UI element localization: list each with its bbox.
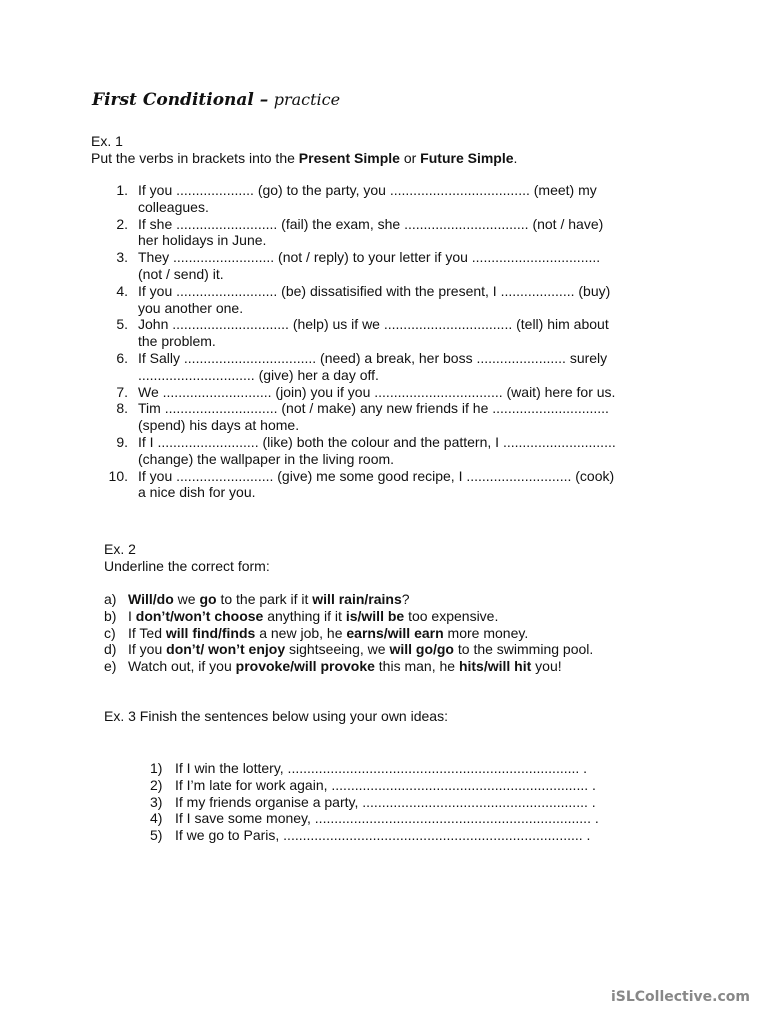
item-number: 6.: [116, 349, 128, 366]
sentence-fragment: anything if it: [263, 607, 346, 624]
item-number: 1.: [116, 182, 128, 198]
item-line: If you ......................... (give) me some good recipe, I ........................... (cook): [138, 467, 615, 484]
item-line: John .............................. (help) us if we ................................. (tell) him about: [138, 316, 609, 333]
sentence-fragment: a new job, he: [255, 624, 347, 641]
item-number: 5.: [116, 316, 128, 333]
sentence-prompt: If we go to Paris, ............................................................................. .: [175, 827, 591, 844]
ex1-item: [88, 434, 688, 468]
item-line: We ............................ (join) you if you ................................. (wait) here for us.: [138, 383, 616, 400]
footer-watermark: iSLCollective.com: [610, 989, 750, 1005]
ex3-item: [150, 810, 599, 827]
item-letter: c): [104, 624, 116, 641]
item-line: If you .................... (go) to the party, you .................................... (meet) my: [138, 182, 597, 198]
item-number: 4): [150, 810, 163, 827]
ex2-instruction: Underline the correct form:: [104, 558, 270, 574]
item-line: If Sally .................................. (need) a break, her boss ....................... surely: [138, 349, 608, 366]
ex3-heading: Ex. 3 Finish the sentences below using your own ideas:: [104, 708, 448, 724]
title-main: First Conditional –: [92, 90, 269, 110]
sentence-prompt: If my friends organise a party, .......................................................... .: [175, 793, 596, 810]
ex1-item: [88, 400, 688, 434]
sentence-fragment: will rain/rains: [312, 591, 402, 607]
sentence-fragment: I: [128, 607, 136, 624]
item-line: If she .......................... (fail) the exam, she ................................ (not / have): [138, 215, 604, 232]
item-line: (change) the wallpaper in the living room.: [138, 450, 395, 467]
item-line: (spend) his days at home.: [138, 417, 300, 434]
item-number: 9.: [116, 433, 128, 450]
item-number: 2.: [116, 215, 128, 232]
ex3-item: [150, 827, 599, 844]
item-line: .............................. (give) her a day off.: [138, 366, 379, 383]
sentence-fragment: earns/will earn: [346, 624, 444, 641]
ex1-instruction: [91, 150, 517, 167]
sentence-prompt: If I win the lottery, ........................................................................... .: [175, 760, 588, 776]
item-number: 8.: [116, 400, 128, 417]
ex1-item: [88, 283, 688, 317]
item-line: If I .......................... (like) both the colour and the pattern, I .............................: [138, 433, 616, 450]
item-letter: b): [104, 607, 117, 624]
ex2-item: [104, 625, 593, 642]
sentence-fragment: If you: [128, 641, 167, 658]
sentence-fragment: will go/go: [389, 641, 454, 658]
ex1-item: [88, 468, 688, 502]
item-line: her holidays in June.: [138, 232, 267, 249]
ex1-item: [88, 249, 688, 283]
ex3-item: [150, 794, 599, 811]
ex2-item: [104, 591, 593, 608]
sentence-fragment: Will/do: [128, 591, 174, 607]
sentence-fragment: will find/finds: [165, 624, 256, 641]
item-number: 10.: [108, 467, 128, 484]
sentence-fragment: don’t/won’t choose: [135, 607, 264, 624]
ex3-item: [150, 777, 599, 794]
item-number: 3): [150, 793, 163, 810]
instruction-fragment: Put the verbs in brackets into the: [91, 150, 299, 166]
ex1-list: [88, 182, 688, 501]
ex2-list: [104, 591, 593, 675]
sentence-fragment: provoke/will provoke: [235, 658, 375, 675]
item-letter: a): [104, 591, 117, 607]
sentence-fragment: too expensive.: [404, 607, 499, 624]
sentence-fragment: don’t/ won’t enjoy: [166, 641, 286, 658]
sentence-fragment: to the park if it: [216, 591, 313, 607]
item-number: 5): [150, 827, 163, 844]
item-line: They .......................... (not / reply) to your letter if you .................................: [138, 249, 601, 266]
ex2-item: [104, 608, 593, 625]
instruction-fragment: or: [399, 150, 421, 166]
ex1-item: [88, 316, 688, 350]
page-title: [92, 90, 340, 110]
sentence-fragment: go: [199, 591, 217, 607]
sentence-fragment: we: [173, 591, 200, 607]
ex2-heading: Ex. 2: [104, 541, 136, 557]
sentence-prompt: If I’m late for work again, .................................................................. .: [175, 776, 596, 793]
item-line: Tim ............................. (not / make) any new friends if he ..............................: [138, 400, 609, 417]
item-line: a nice dish for you.: [138, 484, 256, 501]
sentence-fragment: is/will be: [345, 607, 405, 624]
item-line: the problem.: [138, 333, 216, 350]
instruction-fragment: .: [513, 150, 518, 166]
item-number: 1): [150, 760, 163, 776]
sentence-fragment: ?: [401, 591, 410, 607]
ex1-item: [88, 350, 688, 384]
item-line: (not / send) it.: [138, 265, 224, 282]
sentence-fragment: more money.: [443, 624, 529, 641]
ex1-heading: Ex. 1: [91, 133, 123, 149]
item-letter: d): [104, 641, 117, 658]
ex3-list: [150, 760, 599, 844]
sentence-prompt: If I save some money, ....................................................................... .: [175, 810, 599, 827]
item-letter: e): [104, 658, 117, 675]
item-number: 4.: [116, 282, 128, 299]
ex1-item: [88, 182, 688, 216]
ex2-item: [104, 658, 593, 675]
item-line: If you .......................... (be) dissatisified with the present, I ................... (buy): [138, 282, 611, 299]
sentence-fragment: hits/will hit: [458, 658, 532, 675]
item-line: you another one.: [138, 299, 244, 316]
ex3-item: [150, 760, 599, 777]
item-number: 3.: [116, 249, 128, 266]
item-number: 2): [150, 776, 163, 793]
sentence-fragment: this man, he: [374, 658, 459, 675]
title-sub: practice: [273, 90, 341, 109]
sentence-fragment: to the swimming pool.: [453, 641, 594, 658]
instruction-fragment: Present Simple: [298, 150, 400, 166]
item-number: 7.: [116, 383, 128, 400]
sentence-fragment: Watch out, if you: [128, 658, 236, 675]
ex1-item: [88, 384, 688, 401]
sentence-fragment: If Ted: [128, 624, 166, 641]
item-line: colleagues.: [138, 198, 209, 215]
ex2-item: [104, 641, 593, 658]
sentence-fragment: you!: [531, 658, 562, 675]
ex1-item: [88, 216, 688, 250]
sentence-fragment: sightseeing, we: [285, 641, 390, 658]
instruction-fragment: Future Simple: [420, 150, 514, 166]
